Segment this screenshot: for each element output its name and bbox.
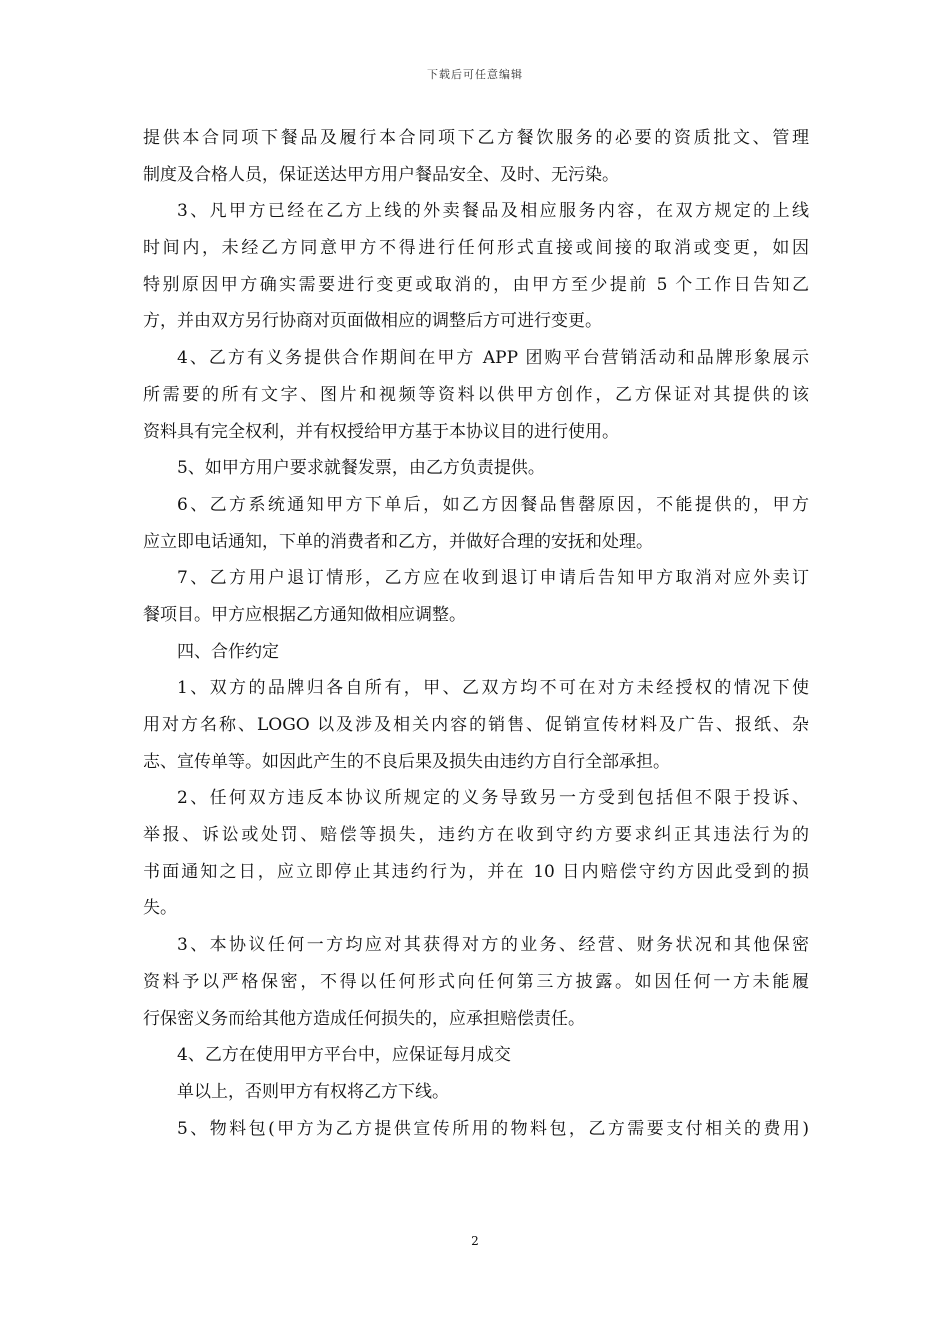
text-line: 5、物料包(甲方为乙方提供宣传所用的物料包，乙方需要支付相关的费用) — [177, 1118, 809, 1139]
text-line: 行保密义务而给其他方造成任何损失的，应承担赔偿责任。 — [143, 1008, 585, 1029]
text-line: 时间内，未经乙方同意甲方不得进行任何形式直接或间接的取消或变更，如因 — [143, 238, 809, 259]
text-line: 1、双方的品牌归各自所有，甲、乙双方均不可在对方未经授权的情况下使 — [177, 678, 809, 699]
text-line: 所需要的所有文字、图片和视频等资料以供甲方创作，乙方保证对其提供的该 — [143, 384, 809, 405]
page-number: 2 — [471, 1234, 479, 1248]
text-line: 资料予以严格保密，不得以任何形式向任何第三方披露。如因任何一方未能履 — [143, 971, 809, 992]
text-line: 四、合作约定 — [177, 641, 279, 662]
text-line: 方，并由双方另行协商对页面做相应的调整后方可进行变更。 — [143, 311, 602, 332]
text-line: 制度及合格人员，保证送达甲方用户餐品安全、及时、无污染。 — [143, 164, 619, 185]
text-line: 7、乙方用户退订情形，乙方应在收到退订申请后告知甲方取消对应外卖订 — [177, 568, 809, 589]
document-body — [143, 120, 809, 1147]
text-line: 用对方名称、LOGO 以及涉及相关内容的销售、促销宣传材料及广告、报纸、杂 — [143, 715, 809, 735]
text-line: 5、如甲方用户要求就餐发票，由乙方负责提供。 — [177, 458, 545, 479]
text-line: 书面通知之日，应立即停止其违约行为，并在 10 日内赔偿守约方因此受到的损 — [143, 861, 809, 882]
text-line: 3、凡甲方已经在乙方上线的外卖餐品及相应服务内容，在双方规定的上线 — [177, 201, 809, 222]
text-line: 3、本协议任何一方均应对其获得对方的业务、经营、财务状况和其他保密 — [177, 935, 809, 956]
text-line: 失。 — [143, 898, 177, 919]
text-line: 举报、诉讼或处罚、赔偿等损失，违约方在收到守约方要求纠正其违法行为的 — [143, 825, 809, 846]
text-line: 4、乙方在使用甲方平台中，应保证每月成交 — [177, 1045, 511, 1066]
text-line: 特别原因甲方确实需要进行变更或取消的，由甲方至少提前 5 个工作日告知乙 — [143, 274, 809, 295]
text-line: 提供本合同项下餐品及履行本合同项下乙方餐饮服务的必要的资质批文、管理 — [143, 128, 809, 148]
text-line: 4、乙方有义务提供合作期间在甲方 APP 团购平台营销活动和品牌形象展示 — [177, 348, 809, 369]
text-line: 应立即电话通知，下单的消费者和乙方，并做好合理的安抚和处理。 — [143, 531, 653, 552]
text-line: 2、任何双方违反本协议所规定的义务导致另一方受到包括但不限于投诉、 — [177, 788, 809, 809]
text-line: 6、乙方系统通知甲方下单后，如乙方因餐品售罄原因，不能提供的，甲方 — [177, 494, 809, 515]
text-line: 单以上，否则甲方有权将乙方下线。 — [177, 1081, 449, 1102]
text-line: 志、宣传单等。如因此产生的不良后果及损失由违约方自行全部承担。 — [143, 751, 670, 772]
text-line: 餐项目。甲方应根据乙方通知做相应调整。 — [143, 604, 466, 625]
page-header: 下载后可任意编辑 — [427, 68, 523, 81]
text-line: 资料具有完全权利，并有权授给甲方基于本协议目的进行使用。 — [143, 421, 619, 442]
